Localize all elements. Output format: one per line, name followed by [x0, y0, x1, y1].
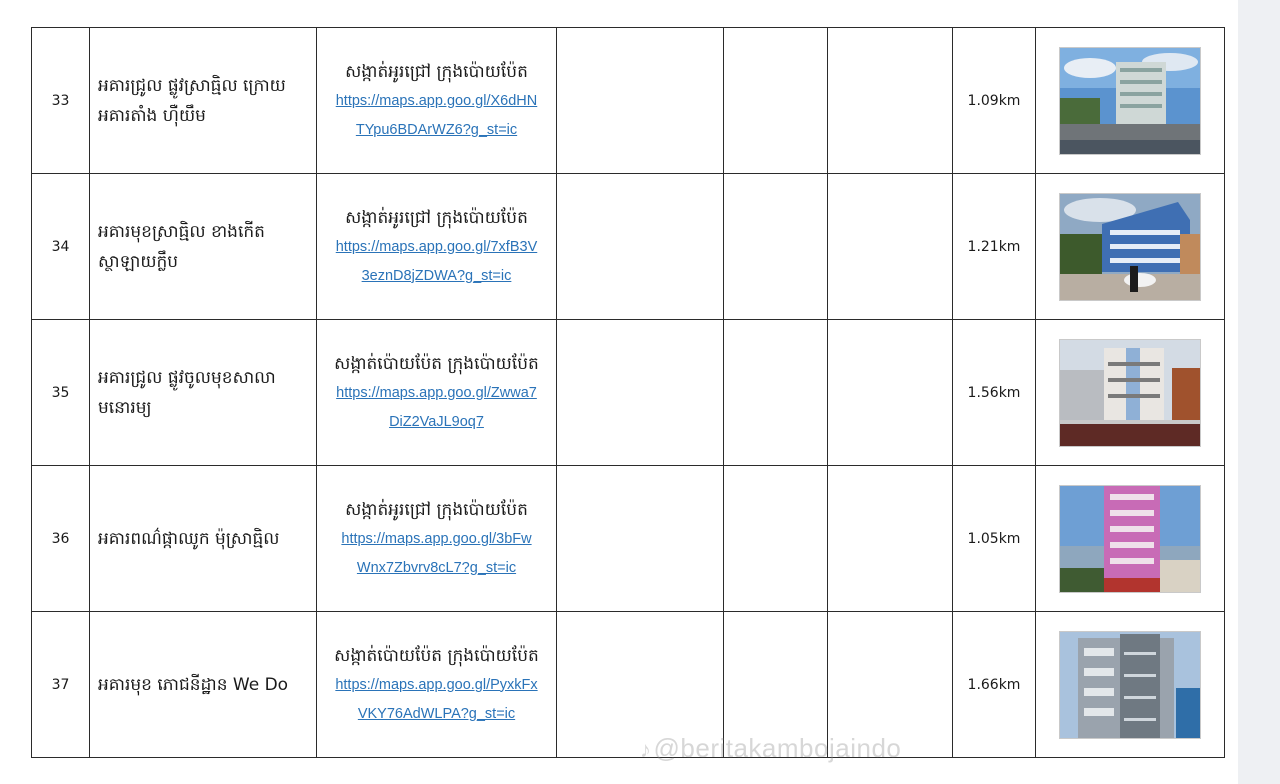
table-row	[32, 320, 1225, 466]
location-name: អគារជ្រូល ផ្លូវស្រាធ្មិល ក្រោយអគារតាំង ហ៊ឺយឹម	[90, 28, 317, 174]
location-cell	[317, 174, 557, 320]
map-link-part-1: https://maps.app.goo.gl/PyxkFx	[335, 676, 538, 693]
commune-text: សង្កាត់ប៉ោយប៉ែត ក្រុងប៉ោយប៉ែត	[334, 353, 539, 374]
location-cell	[317, 28, 557, 174]
map-link[interactable]	[317, 525, 556, 583]
photo-cell	[1036, 28, 1225, 174]
distance: 1.66km	[953, 612, 1036, 758]
row-number: 36	[32, 466, 90, 612]
map-link-part-1: https://maps.app.goo.gl/3bFw	[341, 530, 532, 547]
row-number: 35	[32, 320, 90, 466]
empty-cell	[724, 28, 828, 174]
watermark-text: @beritakambojaindo	[653, 733, 902, 763]
tiktok-icon: ♪	[640, 737, 652, 762]
map-link[interactable]	[317, 233, 556, 291]
map-link-part-2: TYpu6BDArWZ6?g_st=ic	[355, 121, 518, 138]
map-link-part-2: Wnx7Zbvrv8cL7?g_st=ic	[356, 559, 517, 576]
empty-cell	[828, 174, 953, 320]
empty-cell	[724, 466, 828, 612]
map-link-part-1: https://maps.app.goo.gl/7xfB3V	[335, 238, 538, 255]
empty-cell	[724, 174, 828, 320]
location-name: អគារជ្រូល ផ្លូវចូលមុខសាលាមនោរម្យ	[90, 320, 317, 466]
location-table	[31, 27, 1225, 758]
building-photo-icon[interactable]	[1059, 47, 1201, 155]
row-number: 34	[32, 174, 90, 320]
commune-text: សង្កាត់ប៉ោយប៉ែត ក្រុងប៉ោយប៉ែត	[334, 645, 539, 666]
distance: 1.21km	[953, 174, 1036, 320]
location-cell	[317, 466, 557, 612]
empty-cell	[557, 320, 724, 466]
empty-cell	[557, 174, 724, 320]
map-link[interactable]	[317, 671, 556, 729]
photo-cell	[1036, 174, 1225, 320]
photo-cell	[1036, 612, 1225, 758]
empty-cell	[557, 466, 724, 612]
table-row	[32, 174, 1225, 320]
location-name: អគារមុខស្រាធ្មិល ខាងកើតស្ថាឡាយក្លឹប	[90, 174, 317, 320]
distance: 1.09km	[953, 28, 1036, 174]
watermark	[640, 733, 901, 764]
building-photo-icon[interactable]	[1059, 485, 1201, 593]
table-row	[32, 466, 1225, 612]
map-link-part-1: https://maps.app.goo.gl/X6dHN	[335, 92, 538, 109]
row-number: 37	[32, 612, 90, 758]
empty-cell	[828, 320, 953, 466]
map-link[interactable]	[317, 379, 556, 437]
distance: 1.05km	[953, 466, 1036, 612]
empty-cell	[557, 28, 724, 174]
building-photo-icon[interactable]	[1059, 339, 1201, 447]
photo-cell	[1036, 320, 1225, 466]
location-cell	[317, 612, 557, 758]
table-row	[32, 28, 1225, 174]
photo-cell	[1036, 466, 1225, 612]
map-link-part-2: VKY76AdWLPA?g_st=ic	[357, 705, 516, 722]
location-cell	[317, 320, 557, 466]
commune-text: សង្កាត់អូរជ្រៅ ក្រុងប៉ោយប៉ែត	[345, 499, 528, 520]
building-photo-icon[interactable]	[1059, 193, 1201, 301]
map-link-part-2: 3eznD8jZDWA?g_st=ic	[361, 267, 512, 284]
map-link-part-2: DiZ2VaJL9oq7	[389, 413, 484, 430]
empty-cell	[828, 466, 953, 612]
empty-cell	[724, 320, 828, 466]
commune-text: សង្កាត់អូរជ្រៅ ក្រុងប៉ោយប៉ែត	[345, 207, 528, 228]
side-rail	[1238, 0, 1280, 784]
empty-cell	[828, 28, 953, 174]
commune-text: សង្កាត់អូរជ្រៅ ក្រុងប៉ោយប៉ែត	[345, 61, 528, 82]
building-photo-icon[interactable]	[1059, 631, 1201, 739]
map-link-part-1: https://maps.app.goo.gl/Zwwa7	[336, 384, 537, 401]
map-link[interactable]	[317, 87, 556, 145]
table-row	[32, 612, 1225, 758]
location-name: អគារពណ៌ផ្កាឈូក ម៉ុស្រាធ្មិល	[90, 466, 317, 612]
location-name: អគារមុខ ភោជនីដ្ឋាន We Do	[90, 612, 317, 758]
row-number: 33	[32, 28, 90, 174]
distance: 1.56km	[953, 320, 1036, 466]
